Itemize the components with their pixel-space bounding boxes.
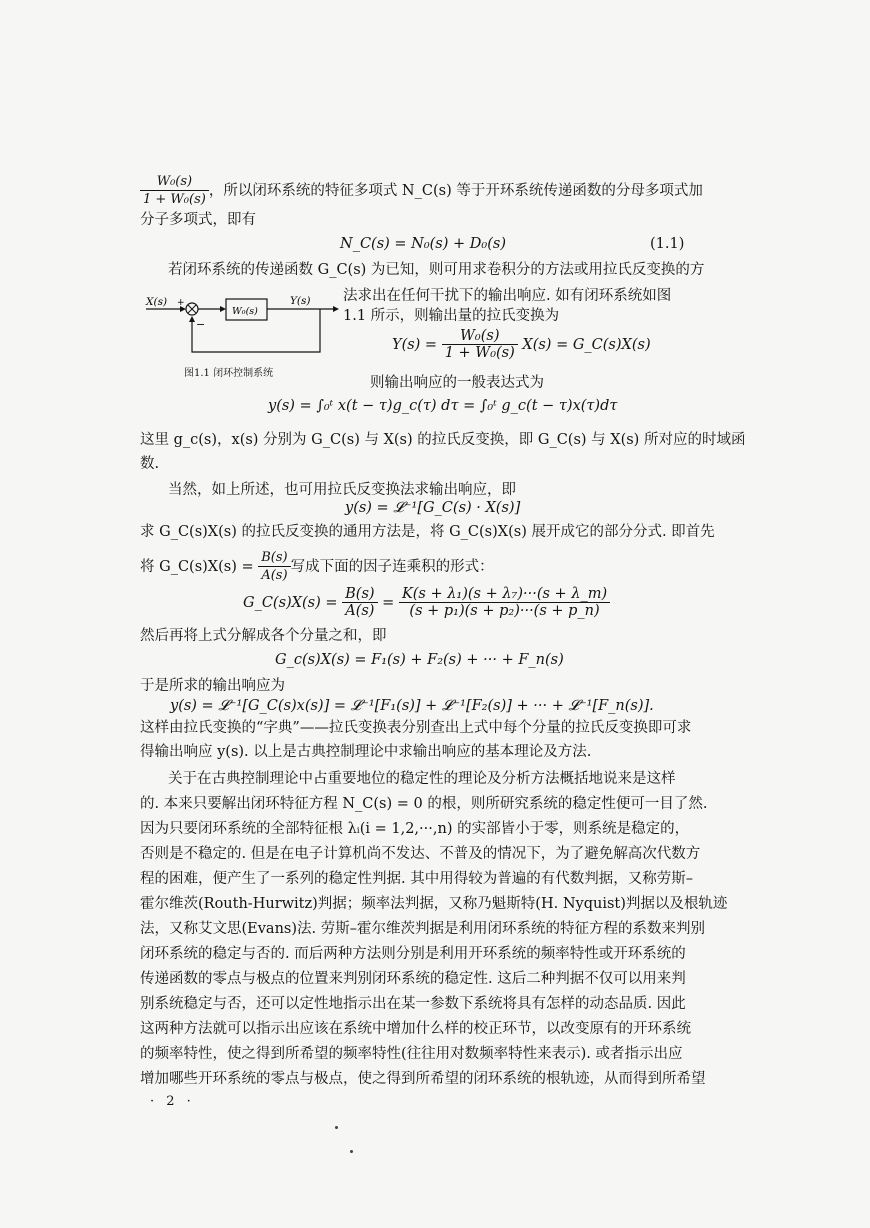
para-here-line-1: 这里 g_c(s)，x(s) 分别为 G_C(s) 与 X(s) 的拉氏反变换，即 G_C(s) 与 X(s) 所对应的时域函 — [140, 432, 746, 448]
intro-line-1 — [140, 174, 703, 208]
eq-factor-fraction-2 — [399, 586, 610, 620]
intro-fraction-denominator: 1 + W₀(s) — [143, 192, 206, 207]
para-stability-line-2: 的. 本来只要解出闭环特征方程 N_C(s) = 0 的根，则所研究系统的稳定性便可一目了然. — [140, 796, 708, 812]
para-transfer-line-3: 1.1 所示，则输出量的拉氏变换为 — [343, 308, 560, 324]
diagram-output-label: Y(s) — [290, 295, 311, 307]
para-stability-line-13: 增加哪些开环系统的零点与极点，使之得到所希望的闭环系统的根轨迹，从而得到所希望 — [140, 1071, 706, 1087]
equation-1-1: N_C(s) = N₀(s) + D₀(s) — [340, 236, 506, 252]
para-method-line-2-pre: 将 G_C(s)X(s) = — [140, 559, 254, 575]
para-dict-line-2: 得输出响应 y(s). 以上是古典控制理论中求输出响应的基本理论及方法. — [140, 744, 592, 760]
eq-y-fraction — [442, 328, 518, 362]
eq-y-lhs: Y(s) = — [392, 337, 438, 353]
eq-factor-denominator-2: (s + p₁)(s + p₂)···(s + p_n) — [409, 603, 600, 619]
page-number: · 2 · — [150, 1094, 195, 1109]
equation-number-1-1: (1.1) — [650, 236, 685, 252]
diagram-feedback-arrowhead — [189, 316, 195, 322]
figure-caption: 图1.1 闭环控制系统 — [184, 368, 274, 379]
para-stability-line-4: 否则是不稳定的. 但是在电子计算机尚不发达、不普及的情况下，为了避免解高次代数方 — [140, 846, 701, 862]
para-here-line-2: 数. — [140, 456, 160, 472]
diagram-minus-sign: − — [196, 318, 206, 331]
equation-factor-product — [243, 586, 610, 620]
intro-line-2: 分子多项式，即有 — [140, 212, 256, 228]
diagram-block-label: W₀(s) — [232, 306, 258, 317]
para-method-denominator: A(s) — [261, 568, 288, 583]
para-method-line-1: 求 G_C(s)X(s) 的拉氏反变换的通用方法是，将 G_C(s)X(s) 展开成它的部分分式. 即首先 — [140, 524, 715, 540]
para-stability-line-12: 的频率特性，使之得到所希望的频率特性(往往用对数频率特性来表示). 或者指示出应 — [140, 1046, 683, 1062]
para-stability-line-11: 这两种方法就可以指示出应该在系统中增加什么样的校正环节，以改变原有的开环系统 — [140, 1021, 691, 1037]
para-stability-line-10: 别系统稳定与否，还可以定性地指示出在某一参数下系统将具有怎样的动态品质. 因此 — [140, 996, 686, 1012]
equation-output-laplace — [392, 328, 651, 362]
eq-factor-denominator-1: A(s) — [345, 603, 375, 619]
equation-convolution: y(s) = ∫₀ᵗ x(t − τ)g_c(τ) dτ = ∫₀ᵗ g_c(t − τ)x(τ)dτ — [268, 398, 618, 414]
intro-fraction — [140, 174, 209, 208]
equation-inverse-laplace: y(s) = 𝓛⁻¹[G_C(s) · X(s)] — [345, 500, 521, 516]
block-diagram — [145, 292, 350, 364]
para-of-course: 当然，如上所述，也可用拉氏反变换法求输出响应，即 — [168, 482, 516, 498]
para-stability-line-5: 程的困难，便产生了一系列的稳定性判据. 其中用得较为普遍的有代数判据，又称劳斯– — [140, 871, 693, 887]
eq-factor-numerator-2: K(s + λ₁)(s + λ₇)···(s + λ_m) — [399, 586, 610, 603]
para-transfer-line-2: 法求出在任何干扰下的输出响应. 如有闭环系统如图 — [343, 288, 672, 304]
intro-fraction-numerator: W₀(s) — [140, 174, 209, 191]
para-stability-line-1: 关于在古典控制理论中占重要地位的稳定性的理论及分析方法概括地说来是这样 — [168, 771, 676, 787]
para-general: 则输出响应的一般表达式为 — [370, 375, 544, 391]
para-transfer-line-1: 若闭环系统的传递函数 G_C(s) 为已知，则可用求卷积分的方法或用拉氏反变换的方 — [168, 262, 705, 278]
para-stability-line-8: 闭环系统的稳定与否的. 而后两种方法则分别是利用开环系统的频率特性或开环系统的 — [140, 946, 686, 962]
scan-speck — [335, 1126, 338, 1129]
eq-y-rhs: X(s) = G_C(s)X(s) — [522, 337, 651, 353]
para-method-line-2-post: 写成下面的因子连乘积的形式： — [290, 559, 494, 575]
para-stability-line-9: 传递函数的零点与极点的位置来判别闭环系统的稳定性. 这后二种判据不仅可以用来判 — [140, 971, 686, 987]
para-stability-line-6: 霍尔维茨(Routh-Hurwitz)判据；频率法判据，又称乃魁斯特(H. Nyquist)判据以及根轨迹 — [140, 896, 728, 912]
eq-y-numerator: W₀(s) — [442, 328, 518, 345]
equation-response: y(s) = 𝓛⁻¹[G_C(s)x(s)] = 𝓛⁻¹[F₁(s)] + 𝓛⁻¹[F₂(s)] + ··· + 𝓛⁻¹[F_n(s)]. — [170, 698, 654, 714]
para-stability-line-3: 因为只要闭环系统的全部特征根 λᵢ(i = 1,2,···,n) 的实部皆小于零，则系统是稳定的， — [140, 821, 690, 837]
para-stability-line-7: 法，又称艾文思(Evans)法. 劳斯–霍尔维茨判据是利用闭环系统的特征方程的系数来判别 — [140, 921, 705, 937]
diagram-input-label: X(s) — [146, 296, 168, 308]
para-dict-line-1: 这样由拉氏变换的“字典”——拉氏变换表分别查出上式中每个分量的拉氏反变换即可求 — [140, 720, 692, 736]
para-method-fraction — [258, 550, 290, 584]
diagram-plus-sign: + — [177, 298, 185, 308]
equation-sum: G_c(s)X(s) = F₁(s) + F₂(s) + ··· + F_n(s) — [275, 652, 564, 668]
scan-speck — [350, 1150, 353, 1153]
eq-y-denominator: 1 + W₀(s) — [444, 345, 515, 361]
para-method-line-2 — [140, 550, 494, 584]
diagram-block-arrowhead — [220, 306, 226, 312]
para-so: 于是所求的输出响应为 — [140, 678, 285, 694]
eq-factor-equals: = — [382, 595, 395, 611]
eq-factor-lhs: G_C(s)X(s) = — [243, 595, 338, 611]
intro-line-1-text: ，所以闭环系统的特征多项式 N_C(s) 等于开环系统传递函数的分母多项式加 — [208, 183, 703, 199]
eq-factor-numerator-1: B(s) — [342, 586, 377, 603]
para-decompose: 然后再将上式分解成各个分量之和，即 — [140, 628, 387, 644]
eq-factor-fraction-1 — [342, 586, 377, 620]
diagram-output-arrowhead — [333, 306, 339, 312]
para-method-numerator: B(s) — [258, 550, 290, 567]
